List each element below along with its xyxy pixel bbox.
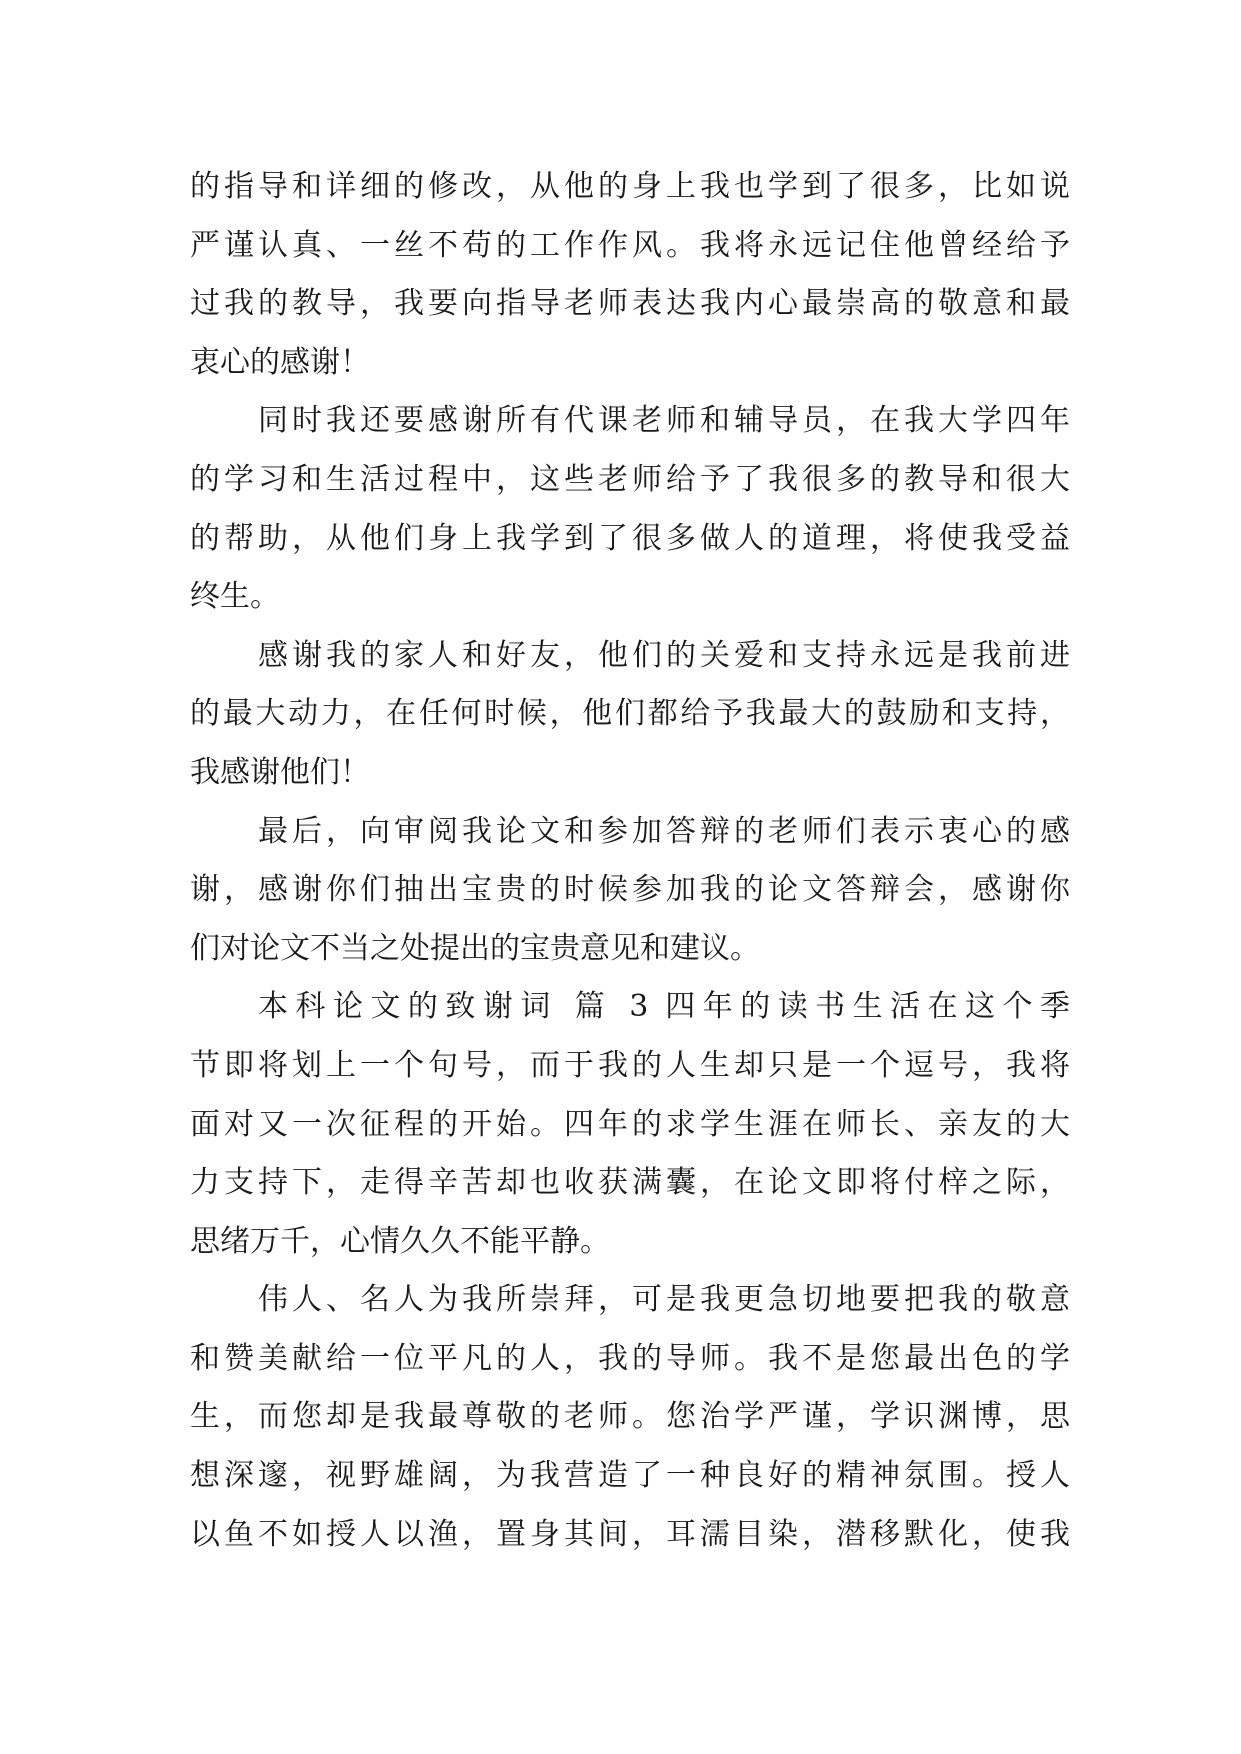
- text-line: 想深邃，视野雄阔，为我营造了一种良好的精神氛围。授人: [190, 1458, 1070, 1494]
- text-line: 以鱼不如授人以渔，置身其间，耳濡目染，潜移默化，使我: [190, 1516, 1070, 1552]
- text-line: 终生。: [190, 579, 280, 615]
- text-line: 过我的教导，我要向指导老师表达我内心最崇高的敬意和最: [190, 286, 1070, 322]
- text-line: 最后，向审阅我论文和参加答辩的老师们表示衷心的感: [258, 813, 1070, 849]
- text-line: 谢，感谢你们抽出宝贵的时候参加我的论文答辩会，感谢你: [190, 872, 1070, 908]
- text-line: 面对又一次征程的开始。四年的求学生涯在师长、亲友的大: [190, 1106, 1070, 1142]
- text-line: 伟人、名人为我所崇拜，可是我更急切地要把我的敬意: [258, 1282, 1070, 1318]
- text-line: 严谨认真、一丝不苟的工作作风。我将永远记住他曾经给予: [190, 227, 1070, 263]
- text-line: 节即将划上一个句号，而于我的人生却只是一个逗号，我将: [190, 1047, 1070, 1083]
- text-line: 生，而您却是我最尊敬的老师。您治学严谨，学识渊博，思: [190, 1399, 1070, 1435]
- text-line: 衷心的感谢！: [190, 344, 370, 380]
- text-line: 们对论文不当之处提出的宝贵意见和建议。: [190, 930, 760, 966]
- text-line: 的学习和生活过程中，这些老师给予了我很多的教导和很大: [190, 461, 1070, 497]
- text-line: 的最大动力，在任何时候，他们都给予我最大的鼓励和支持，: [190, 696, 1070, 732]
- text-line: 和赞美献给一位平凡的人，我的导师。我不是您最出色的学: [190, 1340, 1070, 1376]
- text-line: 思绪万千，心情久久不能平静。: [190, 1223, 610, 1259]
- text-line: 的帮助，从他们身上我学到了很多做人的道理，将使我受益: [190, 520, 1070, 556]
- text-line: 力支持下，走得辛苦却也收获满囊，在论文即将付梓之际，: [190, 1165, 1070, 1201]
- text-line: 感谢我的家人和好友，他们的关爱和支持永远是我前进: [258, 637, 1070, 673]
- text-line: 同时我还要感谢所有代课老师和辅导员，在我大学四年: [258, 403, 1070, 439]
- text-line: 本科论文的致谢词 篇 3 四年的读书生活在这个季: [258, 989, 1070, 1025]
- body-text: [190, 158, 1070, 1564]
- text-line: 的指导和详细的修改，从他的身上我也学到了很多，比如说: [190, 169, 1070, 204]
- text-line: 我感谢他们！: [190, 754, 370, 790]
